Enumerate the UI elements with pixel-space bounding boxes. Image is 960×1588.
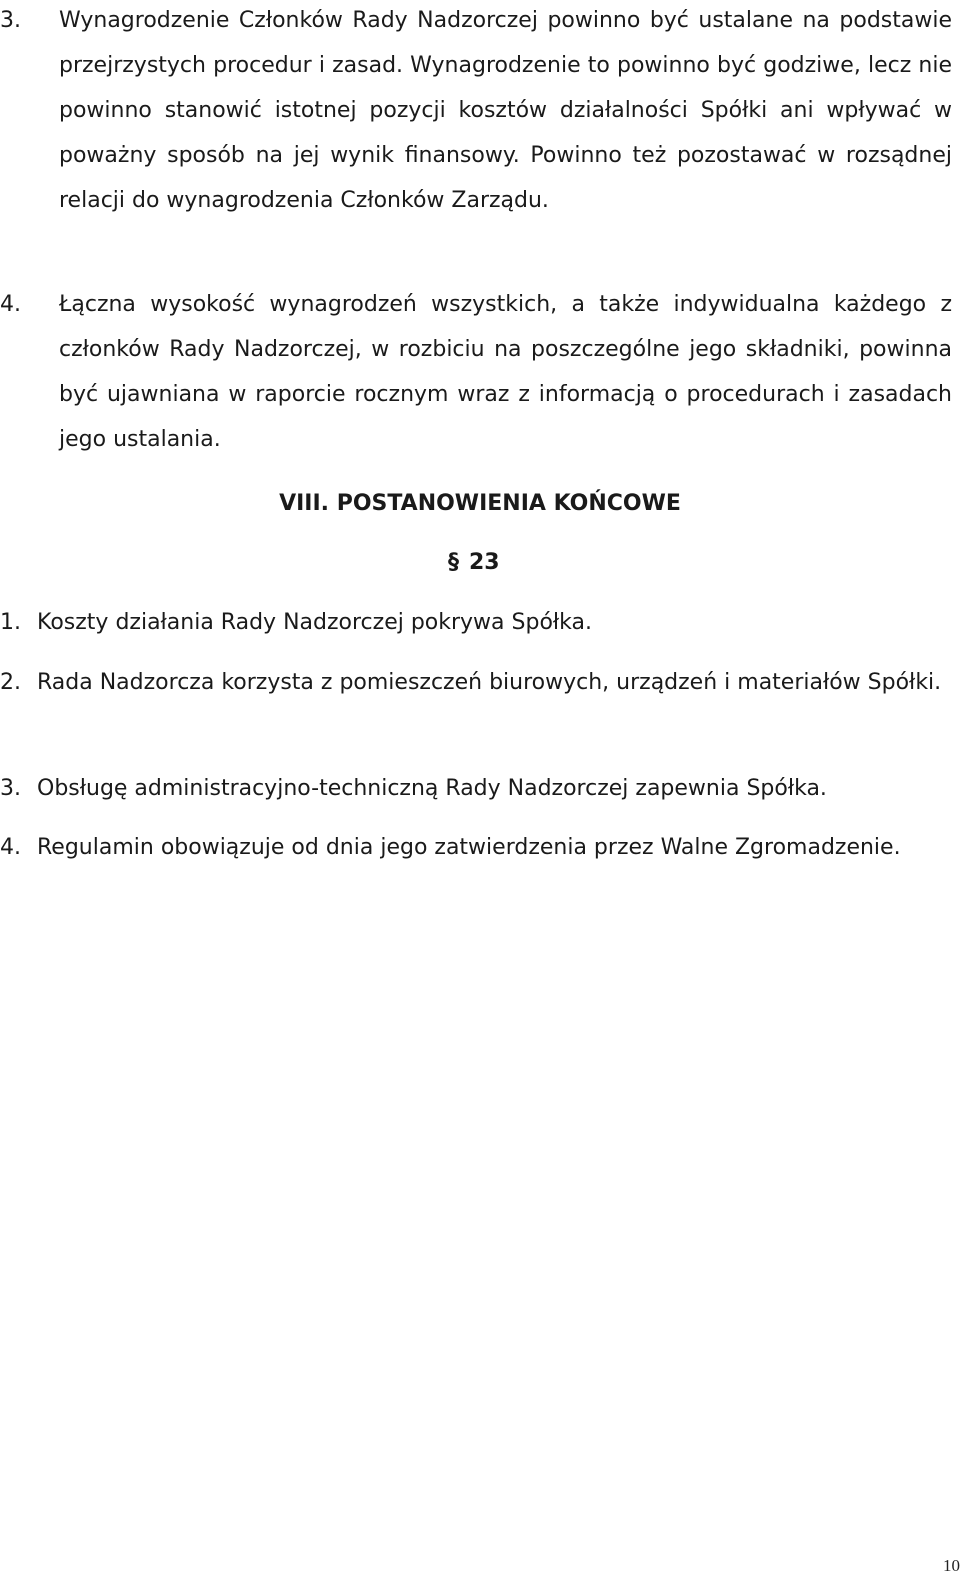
list-item-number: 4. [0, 292, 21, 317]
list-item-text: Wynagrodzenie Członków Rady Nadzorczej powinno być ustalane na podstawie przejrzystych procedur i zasad. Wynagrodzenie to powinno być godziwe, lecz nie powinno stanowić istotnej pozycji kosztów działalności Spółki ani wpływać w poważny sposób na jej wynik finansowy. Powinno też pozostawać w rozsądnej relacji do wynagrodzenia Członków Zarządu. [59, 8, 952, 213]
list-item-number: 3. [0, 776, 21, 801]
list-item-text: Rada Nadzorcza korzysta z pomieszczeń biurowych, urządzeń i materiałów Spółki. [37, 670, 942, 695]
paragraph-symbol: § [448, 550, 459, 575]
page-number: 10 [943, 1556, 960, 1575]
list-item-text: Koszty działania Rady Nadzorczej pokrywa Spółka. [37, 610, 592, 635]
list-item-number: 4. [0, 835, 21, 860]
list-item-text: Obsługę administracyjno-techniczną Rady Nadzorczej zapewnia Spółka. [37, 776, 827, 801]
list-item-number: 1. [0, 610, 21, 635]
section-heading: VIII. POSTANOWIENIA KOŃCOWE [279, 491, 681, 516]
list-item [0, 825, 952, 870]
list-item-number: 3. [0, 8, 21, 33]
paragraph-number-value: 23 [469, 550, 500, 575]
list-item [0, 282, 952, 462]
list-item-text: Łączna wysokość wynagrodzeń wszystkich, a także indywidualna każdego z członków Rady Nadzorczej, w rozbiciu na poszczególne jego składniki, powinna być ujawniana w raporcie rocznym wraz z informacją o procedurach i zasadach jego ustalania. [59, 292, 952, 452]
list-item [0, 766, 952, 811]
paragraph-number [448, 543, 500, 583]
list-item-text: Regulamin obowiązuje od dnia jego zatwierdzenia przez Walne Zgromadzenie. [37, 835, 901, 860]
list-item [0, 660, 952, 705]
list-item-number: 2. [0, 670, 21, 695]
list-item [0, 0, 952, 223]
list-item [0, 600, 952, 645]
